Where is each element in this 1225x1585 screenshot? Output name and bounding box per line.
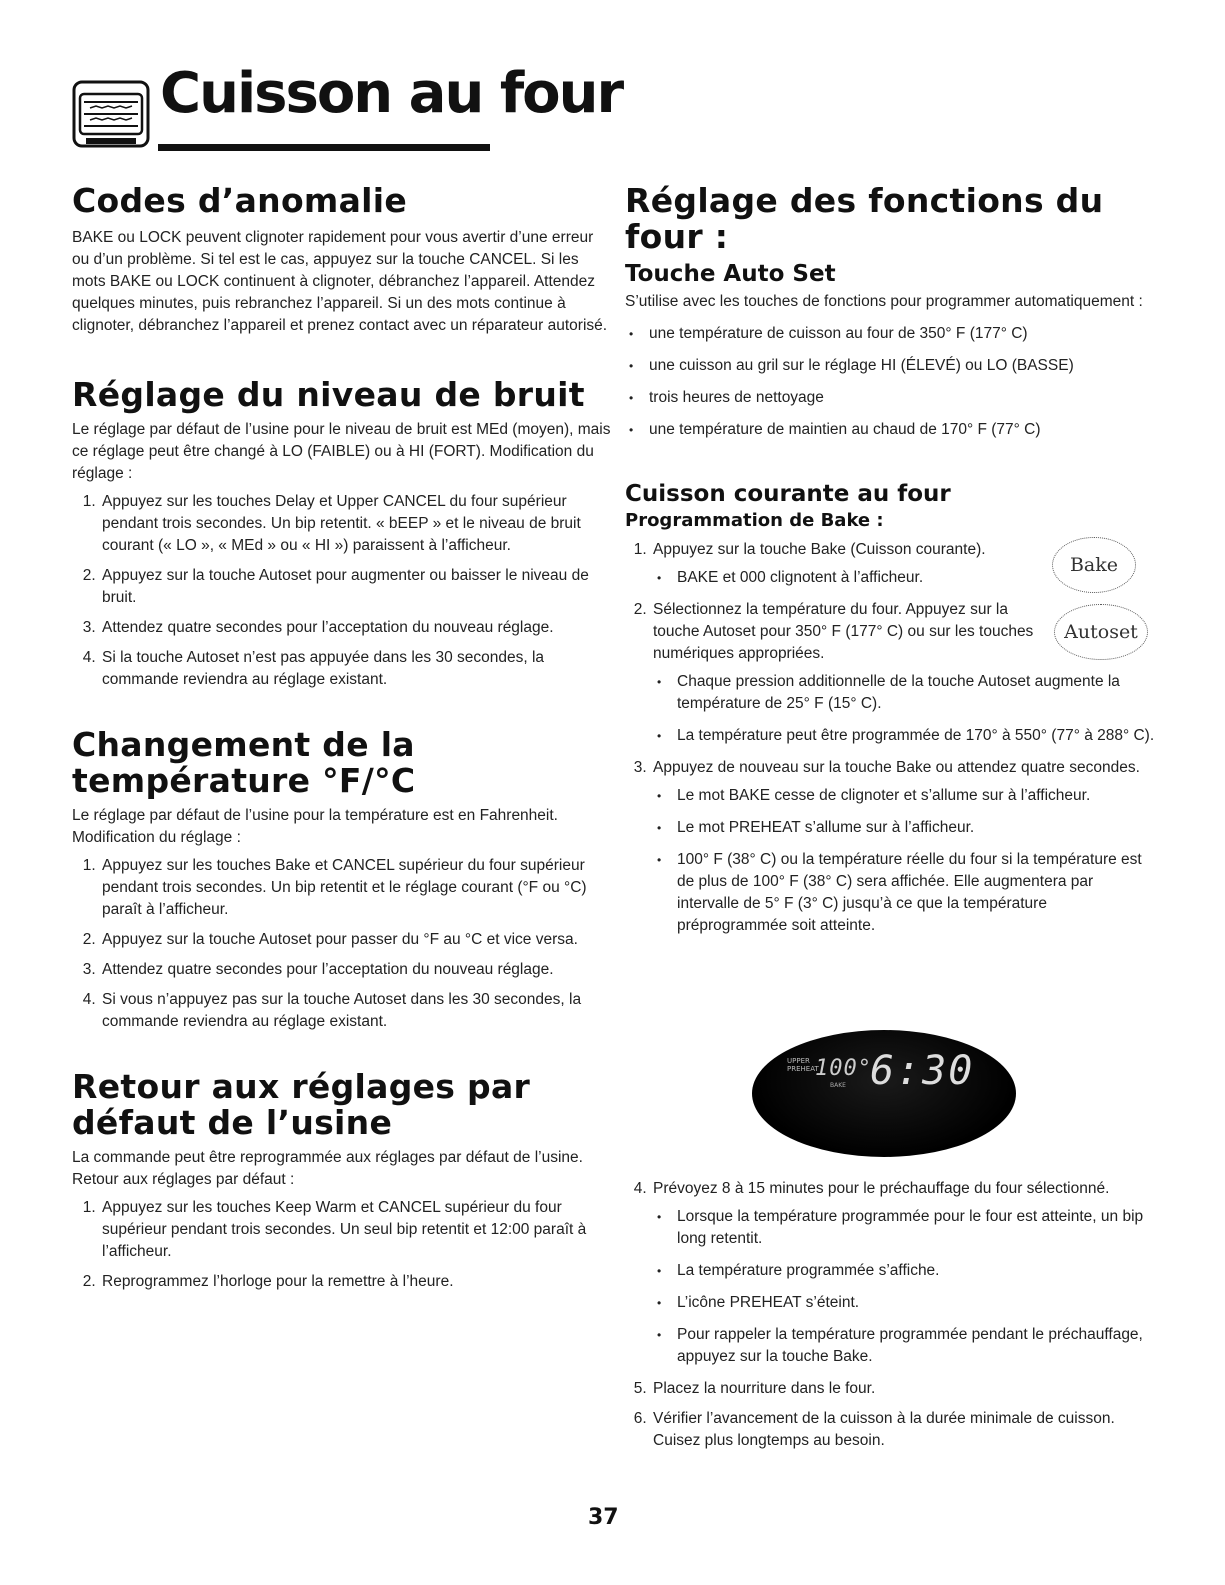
- list-item: • Lorsque la température programmée pour le four est atteinte, un bip long retentit.: [653, 1206, 1155, 1250]
- list-item: • Chaque pression additionnelle de la touche Autoset augmente la température de 25° F (15° C).: [653, 671, 1155, 715]
- list-item: 1. Appuyez sur les touches Keep Warm et CANCEL supérieur du four supérieur pendant trois secondes. Un seul bip retentit et 12:00 paraît à l’afficheur.: [100, 1197, 612, 1263]
- list-item: • Le mot BAKE cesse de clignoter et s’allume sur à l’afficheur.: [653, 785, 1155, 807]
- display-bake-label: BAKE: [830, 1082, 846, 1089]
- bake-button: [1052, 537, 1136, 593]
- retour-intro: La commande peut être reprogrammée aux réglages par défaut de l’usine. Retour aux réglages par défaut :: [72, 1149, 583, 1188]
- section-codes: [72, 183, 612, 337]
- list-item: • une température de maintien au chaud de 170° F (77° C): [625, 419, 1155, 441]
- list-item: • Le mot PREHEAT s’allume sur à l’afficheur.: [653, 817, 1155, 839]
- list-item: 3. Attendez quatre secondes pour l’acceptation du nouveau réglage.: [100, 959, 612, 981]
- step-bullets: [653, 671, 1155, 747]
- codes-body: BAKE ou LOCK peuvent clignoter rapidement pour vous avertir d’une erreur ou d’un problème. Si tel est le cas, appuyez sur la touche CANCEL. Si les mots BAKE ou LOCK continuent à clignoter, débranchez l’appareil. Attendez quelques minutes, puis rebranchez l’appareil. Si un des mots continue à clignoter, débranchez l’appareil et prenez contact avec un réparateur autorisé.: [72, 229, 608, 334]
- page-title: Cuisson au four: [160, 61, 623, 126]
- display-temperature: 100°: [815, 1056, 872, 1081]
- list-item: • La température peut être programmée de 170° à 550° (77° à 288° C).: [653, 725, 1155, 747]
- bruit-steps: [72, 491, 612, 691]
- subheading-programmation: Programmation de Bake :: [625, 510, 884, 531]
- list-item: • trois heures de nettoyage: [625, 387, 1155, 409]
- section-bruit: [72, 377, 612, 691]
- left-column: [72, 183, 612, 1301]
- list-item: 6. Vérifier l’avancement de la cuisson à la durée minimale de cuisson. Cuisez plus longtemps au besoin.: [651, 1408, 1155, 1452]
- heading-fonctions: Réglage des fonctions du four :: [625, 181, 1104, 256]
- temp-steps: [72, 855, 612, 1033]
- fonctions-bullets: [625, 323, 1155, 441]
- list-item: • La température programmée s’affiche.: [653, 1260, 1155, 1282]
- temp-intro: Le réglage par défaut de l’usine pour la température est en Fahrenheit. Modification du réglage :: [72, 807, 558, 846]
- list-item: • BAKE et 000 clignotent à l’afficheur.: [653, 567, 1035, 589]
- display-upper-preheat: [787, 1057, 819, 1073]
- subheading-autoset: Touche Auto Set: [625, 261, 836, 287]
- fonctions-intro: S’utilise avec les touches de fonctions pour programmer automatiquement :: [625, 293, 1143, 310]
- step-text: Appuyez sur la touche Bake (Cuisson courante).: [653, 541, 986, 558]
- list-item: 2. Reprogrammez l’horloge pour la remettre à l’heure.: [100, 1271, 612, 1293]
- bake-steps-later: [625, 1178, 1155, 1452]
- heading-retour: Retour aux réglages par défaut de l’usine: [72, 1067, 531, 1142]
- title-underline: [158, 144, 490, 151]
- step-bullets: [653, 567, 1035, 589]
- list-item: 1. Appuyez sur les touches Bake et CANCEL supérieur du four supérieur pendant trois secondes. Un bip retentit et le réglage courant (°F ou °C) paraît à l’afficheur.: [100, 855, 612, 921]
- list-item: [651, 1178, 1155, 1368]
- oven-icon: [72, 80, 150, 152]
- step-text: 2. Sélectionnez la température du four. Appuyez sur la touche Autoset pour 350° F (177° C) ou sur les touches numériques appropriées.: [653, 601, 1034, 662]
- list-item: • une cuisson au gril sur le réglage HI (ÉLEVÉ) ou LO (BASSE): [625, 355, 1155, 377]
- heading-cuisson-courante: Cuisson courante au four: [625, 481, 951, 507]
- step-text: Appuyez de nouveau sur la touche Bake ou attendez quatre secondes.: [653, 759, 1140, 776]
- list-item: • 100° F (38° C) ou la température réelle du four si la température est de plus de 100° F (38° C) sera affichée. Elle augmentera par intervalle de 5° F (3° C) jusqu’à ce que la température préprogrammée soit atteinte.: [653, 849, 1155, 937]
- list-item: • L’icône PREHEAT s’éteint.: [653, 1292, 1155, 1314]
- bake-steps: [625, 539, 1155, 937]
- list-item: [651, 757, 1155, 937]
- list-item: 4. Si vous n’appuyez pas sur la touche Autoset dans les 30 secondes, la commande reviendra au réglage existant.: [100, 989, 612, 1033]
- display-upper-label: UPPER: [787, 1057, 810, 1065]
- step-bullets: [653, 1206, 1155, 1368]
- section-fonctions: [625, 183, 1155, 441]
- list-item: 2. Appuyez sur la touche Autoset pour augmenter ou baisser le niveau de bruit.: [100, 565, 612, 609]
- step-text: Prévoyez 8 à 15 minutes pour le préchauffage du four sélectionné.: [653, 1180, 1110, 1197]
- bruit-intro: Le réglage par défaut de l’usine pour le niveau de bruit est MEd (moyen), mais ce réglage peut être changé à LO (FAIBLE) ou à HI (FORT). Modification du réglage :: [72, 421, 611, 482]
- bake-button-label: Bake: [1069, 554, 1119, 576]
- heading-temperature: Changement de la température °F/°C: [72, 725, 416, 800]
- list-item: 3. Attendez quatre secondes pour l’acceptation du nouveau réglage.: [100, 617, 612, 639]
- step-bullets: [653, 785, 1155, 937]
- display-preheat-label: PREHEAT: [787, 1065, 819, 1073]
- retour-steps: [72, 1197, 612, 1293]
- bake-steps-continued: [625, 1178, 1155, 1460]
- section-retour: [72, 1069, 612, 1293]
- heading-bruit: Réglage du niveau de bruit: [72, 375, 585, 414]
- list-item: • une température de cuisson au four de 350° F (177° C): [625, 323, 1155, 345]
- list-item: 5. Placez la nourriture dans le four.: [651, 1378, 1155, 1400]
- heading-codes: Codes d’anomalie: [72, 181, 408, 220]
- list-item: 1. Appuyez sur les touches Delay et Upper CANCEL du four supérieur pendant trois secondes. Un bip retentit. « bEEP » et le niveau de bruit courant (« LO », « MEd » ou « HI ») paraissent à l’afficheur.: [100, 491, 612, 557]
- list-item: 2. Appuyez sur la touche Autoset pour passer du °F au °C et vice versa.: [100, 929, 612, 951]
- autoset-button-label: Autoset: [1064, 621, 1138, 643]
- autoset-button: [1054, 604, 1148, 660]
- display-time: 6:30: [870, 1048, 975, 1094]
- page-number: 37: [588, 1505, 619, 1530]
- list-item: 4. Si la touche Autoset n’est pas appuyée dans les 30 secondes, la commande reviendra au réglage existant.: [100, 647, 612, 691]
- section-temperature: [72, 727, 612, 1033]
- list-item: • Pour rappeler la température programmée pendant le préchauffage, appuyez sur la touche Bake.: [653, 1324, 1155, 1368]
